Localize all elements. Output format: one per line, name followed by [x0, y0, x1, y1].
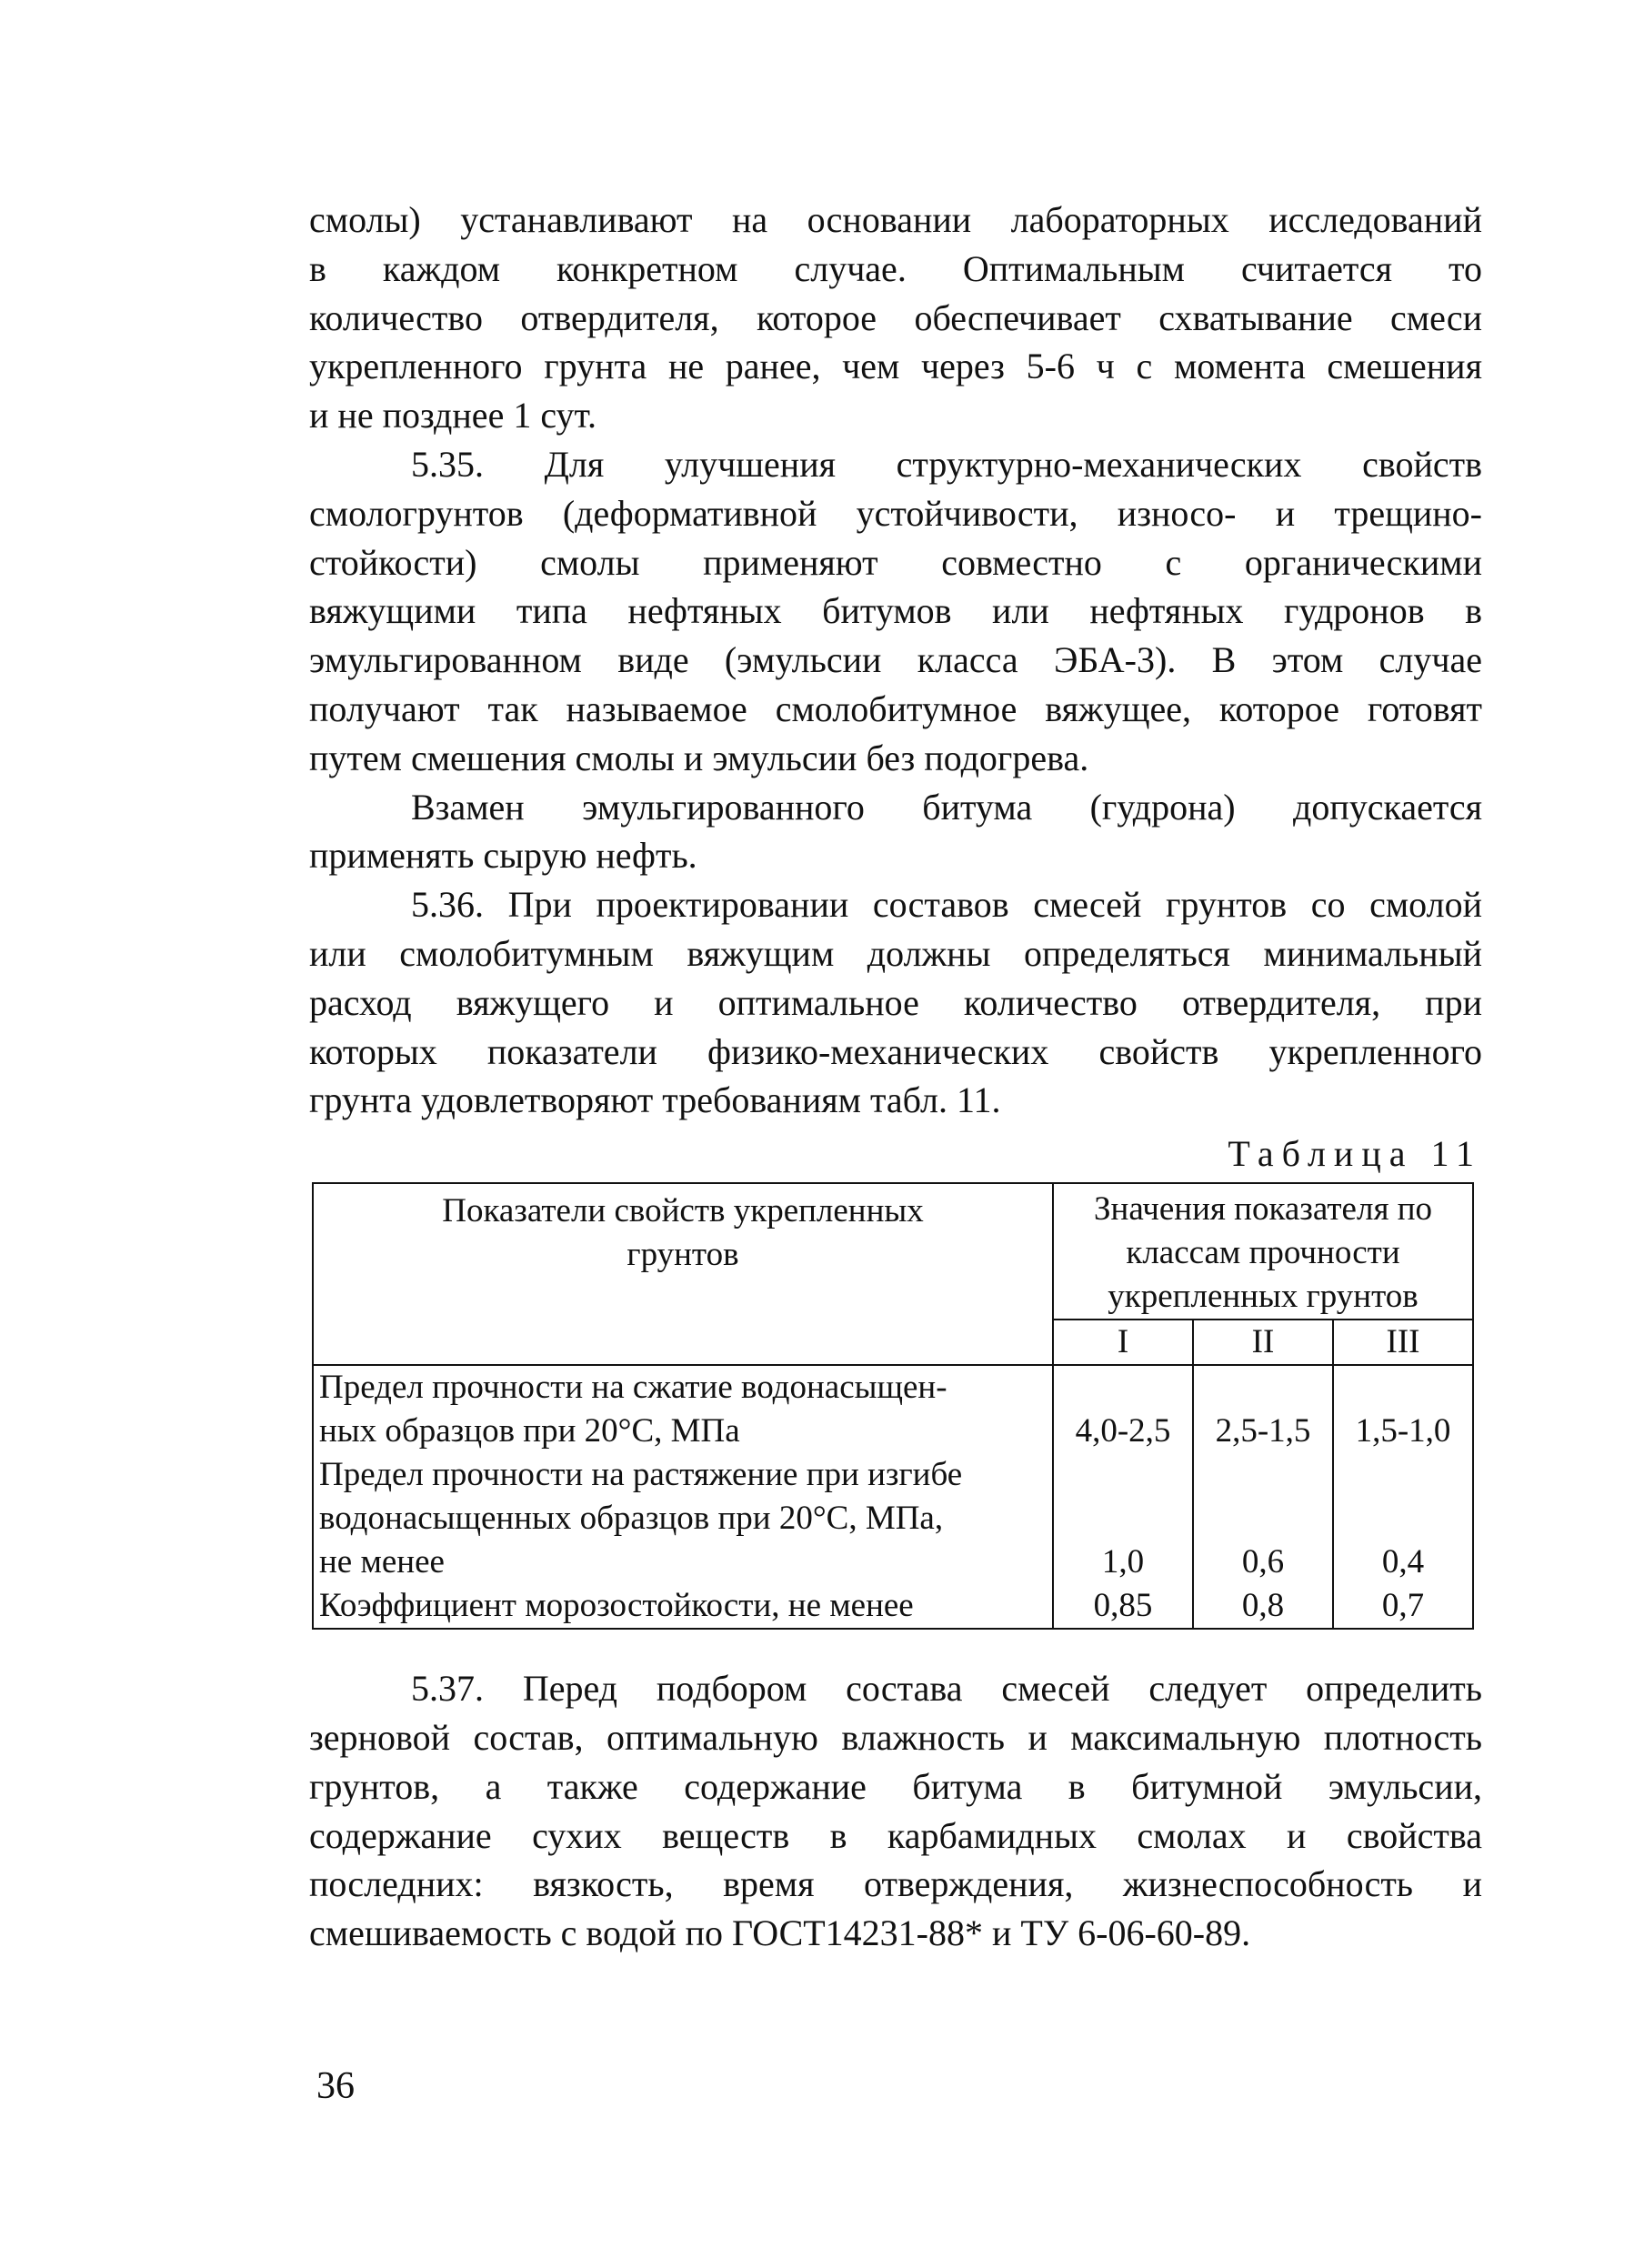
text-line: вяжущими типа нефтяных битумов или нефтяных гудронов в [309, 590, 1482, 632]
text-line: расход вяжущего и оптимальное количество отвердителя, при [309, 981, 1482, 1023]
header-line: грунтов [627, 1236, 739, 1274]
text-line: грунтов, а также содержание битума в битумной эмульсии, [309, 1765, 1482, 1807]
header-line: укрепленных грунтов [1108, 1278, 1418, 1316]
value-cell: 1,5-1,0 [1355, 1412, 1451, 1450]
text-line: содержание сухих веществ в карбамидных смолах и свойства [309, 1814, 1482, 1856]
text-line: 5.35. Для улучшения структурно-механических свойств [411, 443, 1482, 485]
value-cell: 4,0-2,5 [1075, 1412, 1171, 1450]
row-line: Предел прочности на сжатие водонасыщен- [319, 1369, 947, 1407]
text-line: смешиваемость с водой по ГОСТ14231-88* и ТУ 6-06-60-89. [309, 1912, 1251, 1954]
text-line: последних: вязкость, время отверждения, жизнеспособность и [309, 1863, 1482, 1905]
value-cell: 0,6 [1241, 1543, 1285, 1581]
value-cell: 2,5-1,5 [1215, 1412, 1311, 1450]
text-line: 5.37. Перед подбором состава смесей следует определить [411, 1668, 1482, 1710]
header-line: Показатели свойств укрепленных [442, 1192, 924, 1230]
text-line: смолы) устанавливают на основании лабораторных исследований [309, 199, 1482, 240]
strength-table [312, 1182, 1474, 1630]
text-line: количество отвердителя, которое обеспечивает схватывание смеси [309, 296, 1482, 338]
text-line: стойкости) смолы применяют совместно с органическими [309, 541, 1482, 583]
class-header-3: III [1333, 1320, 1473, 1365]
text-line: путем смешения смолы и эмульсии без подогрева. [309, 737, 1089, 778]
text-line: или смолобитумным вяжущим должны определяться минимальный [309, 932, 1482, 974]
paragraph-5-37 [309, 1664, 1482, 1958]
class-header-1: I [1053, 1320, 1193, 1365]
table-caption: Таблица 11 [1228, 1133, 1482, 1175]
paragraph-5-35 [309, 440, 1482, 783]
value-cell: 0,8 [1241, 1587, 1285, 1625]
row-line: не менее [319, 1543, 445, 1581]
paragraph-5-36 [309, 880, 1482, 1125]
text-line: получают так называемое смолобитумное вяжущее, которое готовят [309, 687, 1482, 729]
row-line: водонасыщенных образцов при 20°С, МПа, [319, 1500, 944, 1538]
text-line: Взамен эмульгированного битума (гудрона) допускается [411, 786, 1482, 828]
property-names [313, 1365, 1053, 1629]
row-line: ных образцов при 20°С, МПа [319, 1412, 740, 1450]
table-body-row [313, 1365, 1473, 1629]
class-header-2: II [1193, 1320, 1333, 1365]
value-cell: 1,0 [1101, 1543, 1145, 1581]
row-line: Коэффициент морозостойкости, не менее [319, 1587, 914, 1625]
class-3-values [1333, 1365, 1473, 1629]
value-cell: 0,4 [1381, 1543, 1425, 1581]
header-properties [313, 1183, 1053, 1365]
header-line: классам прочности [1126, 1234, 1400, 1272]
page-number: 36 [316, 2065, 355, 2107]
text-line: и не позднее 1 сут. [309, 395, 597, 437]
text-line: смологрунтов (деформативной устойчивости, износо- и трещино- [309, 492, 1482, 534]
header-values [1053, 1183, 1473, 1320]
text-line: применять сырую нефть. [309, 835, 697, 877]
value-cell: 0,85 [1093, 1587, 1153, 1625]
text-line: которых показатели физико-механических свойств укрепленного [309, 1030, 1482, 1072]
value-cell: 0,7 [1381, 1587, 1425, 1625]
text-line: укрепленного грунта не ранее, чем через 5-6 ч с момента смешения [309, 346, 1482, 387]
text-line: эмульгированном виде (эмульсии класса ЭБА-3). В этом случае [309, 639, 1482, 681]
paragraph-1 [309, 196, 1482, 440]
paragraph-crude-oil [309, 783, 1482, 881]
table-header-row [313, 1183, 1473, 1320]
text-line: грунта удовлетворяют требованиям табл. 11. [309, 1079, 1001, 1121]
row-line: Предел прочности на растяжение при изгибе [319, 1456, 963, 1494]
text-line: 5.36. При проектировании составов смесей грунтов со смолой [411, 884, 1482, 926]
header-line: Значения показателя по [1093, 1190, 1433, 1229]
class-2-values [1193, 1365, 1333, 1629]
document-page [309, 196, 1482, 1958]
class-1-values [1053, 1365, 1193, 1629]
text-line: зерновой состав, оптимальную влажность и максимальную плотность [309, 1716, 1482, 1758]
text-line: в каждом конкретном случае. Оптимальным считается то [309, 247, 1482, 289]
